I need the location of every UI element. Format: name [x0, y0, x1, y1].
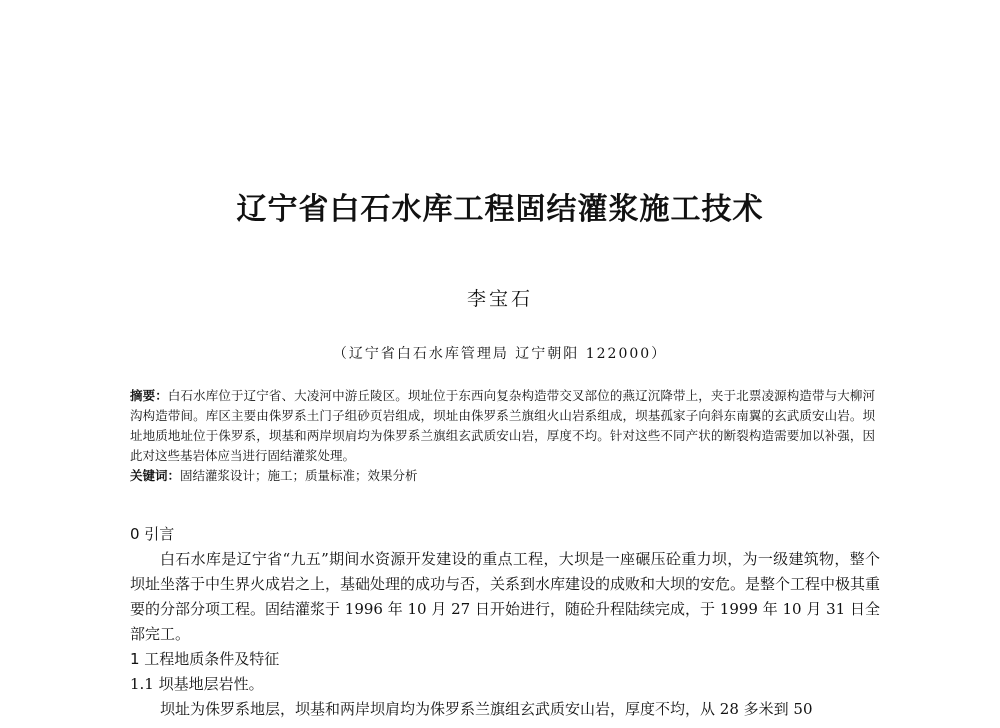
abstract-label: 摘要：: [130, 388, 168, 403]
paragraph-foundation-lithology: 坝址为侏罗系地层，坝基和两岸坝肩均为侏罗系兰旗组玄武质安山岩，厚度不均，从 28 多米到 50: [160, 700, 813, 718]
abstract-block: [130, 386, 875, 486]
paragraph-introduction: 白石水库是辽宁省“九五”期间水资源开发建设的重点工程，大坝是一座碾压砼重力坝，为一级建筑物，整个坝址坐落于中生界火成岩之上，基础处理的成功与否，关系到水库建设的成败和大坝的安危。是整个工程中极其重要的分部分项工程。固结灌浆于 1996 年 10 月 27 日开始进行，随砼升程陆续完成，于 1999 年 10 月 31 日全部完工。: [130, 550, 881, 643]
author-name: 李宝石: [466, 288, 533, 310]
keywords-text: 固结灌浆设计；施工；质量标准；效果分析: [180, 468, 418, 483]
author-affiliation: （辽宁省白石水库管理局 辽宁朝阳 122000）: [332, 346, 668, 362]
abstract: [130, 386, 875, 466]
body-text: [130, 522, 880, 722]
subsection-heading-foundation-lithology: 1.1 坝基地层岩性。: [130, 675, 264, 693]
section-heading-introduction: 0 引言: [130, 525, 175, 543]
paper-title: 辽宁省白石水库工程固结灌浆施工技术: [236, 192, 764, 227]
keywords: [130, 466, 875, 486]
abstract-text: 白石水库位于辽宁省、大凌河中游丘陵区。坝址位于东西向复杂构造带交叉部位的燕辽沉降带上，夹于北票凌源构造带与大柳河沟构造带间。库区主要由侏罗系土门子组砂页岩组成，坝址由侏罗系兰旗组火山岩系组成，坝基孤家子向斜东南翼的玄武质安山岩。坝址地质地址位于侏罗系，坝基和两岸坝肩均为侏罗系兰旗组玄武质安山岩，厚度不均。针对这些不同产状的断裂构造需要加以补强，因此对这些基岩体应当进行固结灌浆处理。: [130, 388, 875, 463]
section-heading-geology: 1 工程地质条件及特征: [130, 650, 280, 668]
keywords-label: 关键词：: [130, 468, 181, 483]
